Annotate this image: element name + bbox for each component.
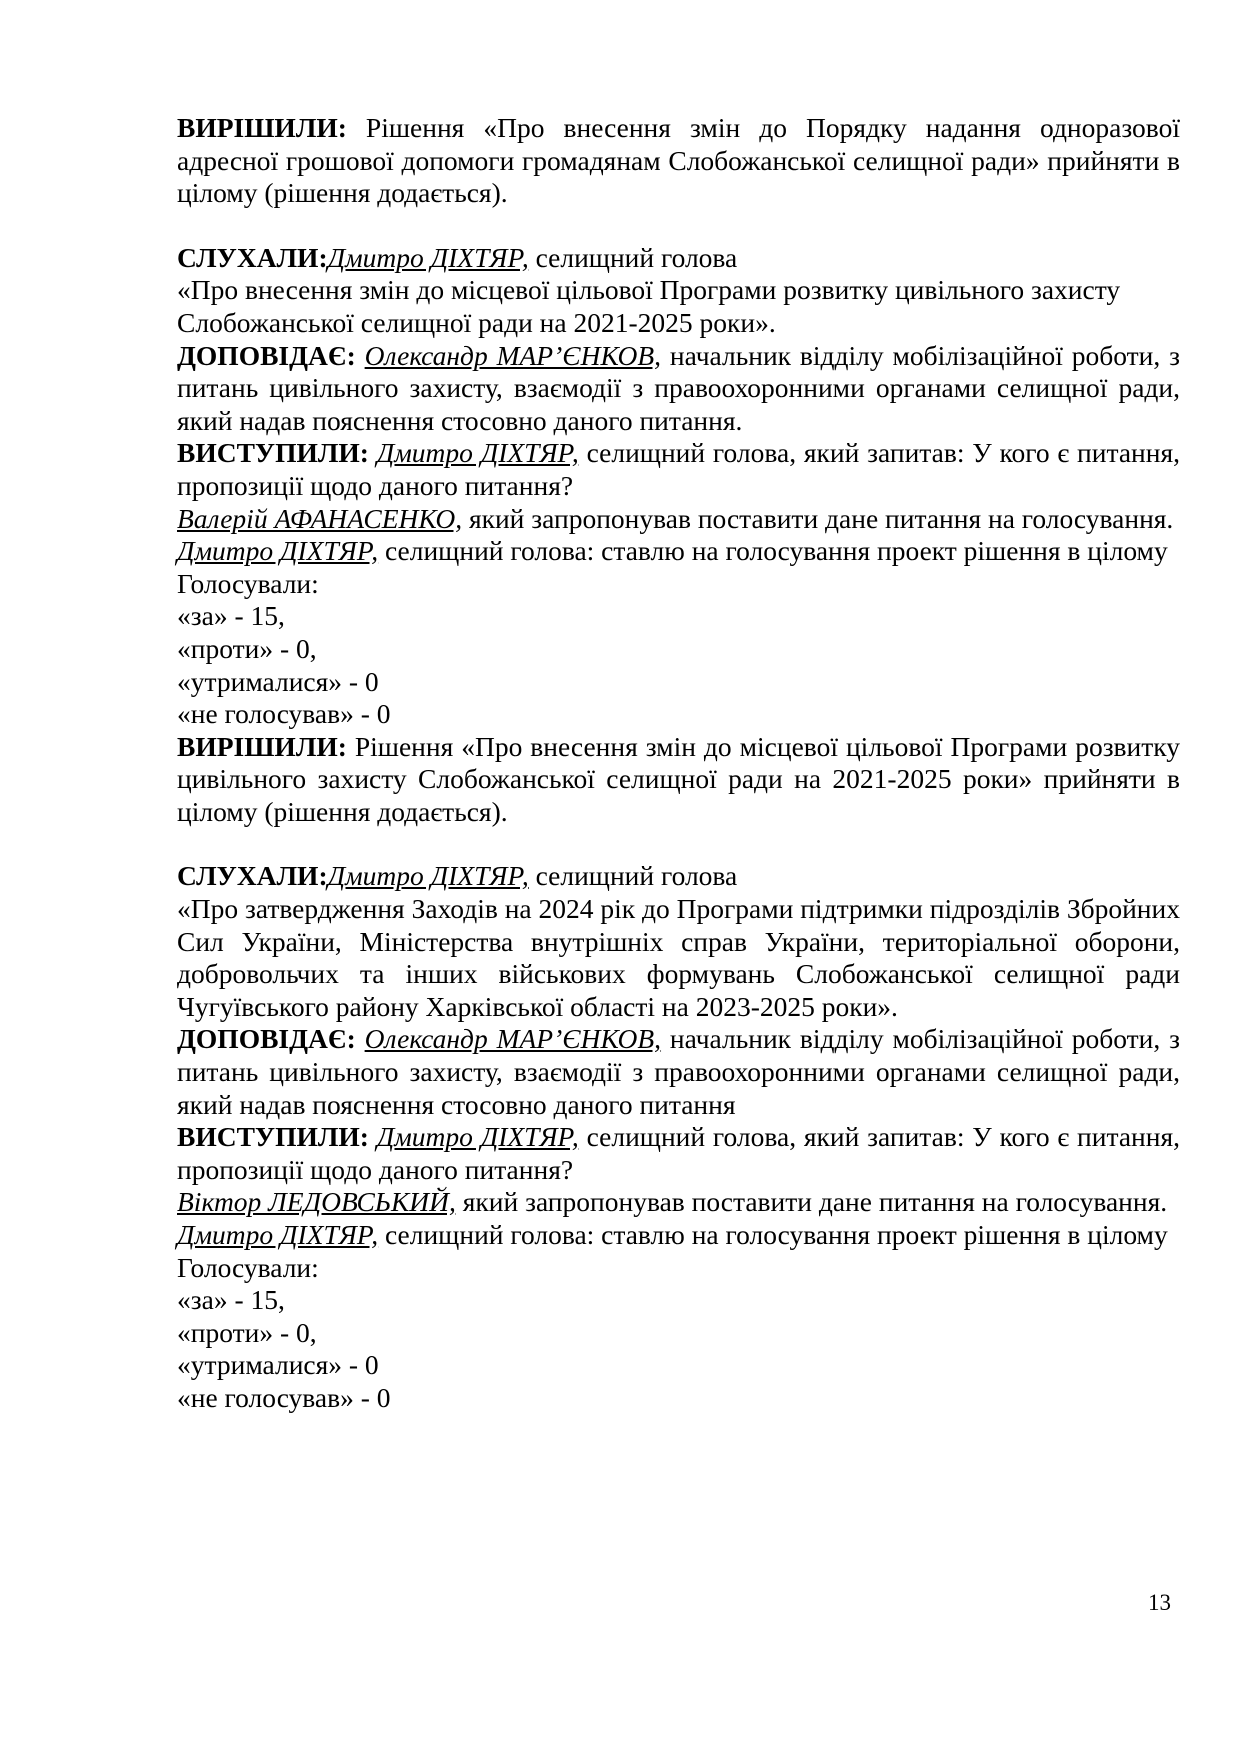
report-paragraph bbox=[177, 340, 1180, 438]
vote-for: «за» - 15, bbox=[177, 600, 285, 632]
heard-label: СЛУХАЛИ: bbox=[177, 241, 328, 273]
spoke-label: ВИСТУПИЛИ: bbox=[177, 1121, 369, 1153]
proposal-text: який запропонував поставити дане питання на голосування. bbox=[455, 1186, 1168, 1218]
decision-paragraph bbox=[177, 112, 1180, 210]
proposer-name: Валерій АФАНАСЕНКО, bbox=[177, 502, 463, 534]
chair-name: Дмитро ДІХТЯР, bbox=[177, 1219, 379, 1250]
speaker-name: Дмитро ДІХТЯР, bbox=[327, 241, 529, 273]
decision-paragraph bbox=[177, 731, 1180, 829]
vote-not-voted: «не голосував» - 0 bbox=[177, 1381, 391, 1413]
agenda-item-civil-protection bbox=[177, 242, 1180, 829]
report-text: начальник відділу мобілізаційної роботи, з питань цивільного захисту, взаємодії з правоохоронними органами селищної ради, який надав пояснення стосовно даного питання. bbox=[177, 339, 1180, 436]
vote-call-text: селищний голова: ставлю на голосування проект рішення в цілому bbox=[378, 535, 1168, 567]
decided-label: ВИРІШИЛИ: bbox=[177, 730, 347, 762]
proposal-paragraph bbox=[177, 1186, 1180, 1219]
speaker-name: Дмитро ДІХТЯР, bbox=[376, 1121, 579, 1153]
vote-against: «проти» - 0, bbox=[177, 632, 317, 664]
proposer-name: Віктор ЛЕДОВСЬКИЙ, bbox=[177, 1186, 456, 1218]
voted-label: Голосували: bbox=[177, 1251, 319, 1283]
voted-label: Голосували: bbox=[177, 567, 319, 599]
document-body bbox=[177, 112, 1180, 1415]
agenda-topic: «Про внесення змін до місцевої цільової Програми розвитку цивільного захисту Слобожанської селищної ради на 2021-2025 роки». bbox=[177, 274, 1121, 338]
vote-for: «за» - 15, bbox=[177, 1284, 285, 1316]
speech-paragraph bbox=[177, 1121, 1180, 1186]
speaker-role: селищний голова bbox=[528, 241, 738, 273]
chair-name: Дмитро ДІХТЯР, bbox=[177, 535, 379, 567]
vote-abstained: «утрималися» - 0 bbox=[177, 1349, 379, 1381]
speaker-name: Дмитро ДІХТЯР, bbox=[376, 437, 579, 469]
decision-text: Рішення «Про внесення змін до місцевої цільової Програми розвитку цивільного захисту Слобожанської селищної ради на 2021-2025 роки» прийняти в цілому (рішення додається). bbox=[177, 730, 1180, 827]
vote-call-paragraph bbox=[177, 535, 1180, 568]
spoke-label: ВИСТУПИЛИ: bbox=[177, 437, 369, 469]
proposal-text: який запропонував поставити дане питання на голосування. bbox=[462, 502, 1174, 534]
vote-against: «проти» - 0, bbox=[177, 1316, 317, 1348]
decided-label: ВИРІШИЛИ: bbox=[177, 112, 347, 143]
speech-text: селищний голова, який запитав: У кого є питання, пропозиції щодо даного питання? bbox=[177, 1121, 1180, 1185]
vote-call-text: селищний голова: ставлю на голосування проект рішення в цілому bbox=[378, 1219, 1168, 1250]
reports-label: ДОПОВІДАЄ: bbox=[177, 339, 356, 371]
vote-not-voted: «не голосував» - 0 bbox=[177, 698, 391, 730]
speaker-role: селищний голова bbox=[528, 860, 738, 892]
speech-text: селищний голова, який запитав: У кого є питання, пропозиції щодо даного питання? bbox=[177, 437, 1180, 501]
reports-label: ДОПОВІДАЄ: bbox=[177, 1023, 356, 1055]
reporter-name: Олександр МАР’ЄНКОВ, bbox=[364, 1023, 662, 1055]
proposal-paragraph bbox=[177, 503, 1180, 536]
agenda-item-armed-forces-support bbox=[177, 860, 1180, 1414]
page-number: 13 bbox=[1148, 1590, 1171, 1615]
report-paragraph bbox=[177, 1023, 1180, 1121]
speaker-name: Дмитро ДІХТЯР, bbox=[327, 860, 529, 892]
report-text: начальник відділу мобілізаційної роботи, з питань цивільного захисту, взаємодії з правоохоронними органами селищної ради, який надав пояснення стосовно даного питання bbox=[177, 1023, 1180, 1120]
reporter-name: Олександр МАР’ЄНКОВ, bbox=[364, 339, 662, 371]
agenda-topic: «Про затвердження Заходів на 2024 рік до Програми підтримки підрозділів Збройних Сил України, Міністерства внутрішніх справ України, територіальної оборони, добровольчих та інших військових формувань Слобожанської селищної ради Чугуївського району Харківської області на 2023-2025 роки». bbox=[177, 893, 1180, 1022]
vote-call-paragraph bbox=[177, 1219, 1180, 1252]
decision-text: Рішення «Про внесення змін до Порядку надання одноразової адресної грошової допомоги громадянам Слобожанської селищної ради» прийняти в цілому (рішення додається). bbox=[177, 112, 1180, 209]
heard-line bbox=[177, 242, 1180, 275]
heard-label: СЛУХАЛИ: bbox=[177, 860, 328, 892]
heard-line bbox=[177, 860, 1180, 893]
speech-paragraph bbox=[177, 437, 1180, 502]
vote-abstained: «утрималися» - 0 bbox=[177, 665, 379, 697]
